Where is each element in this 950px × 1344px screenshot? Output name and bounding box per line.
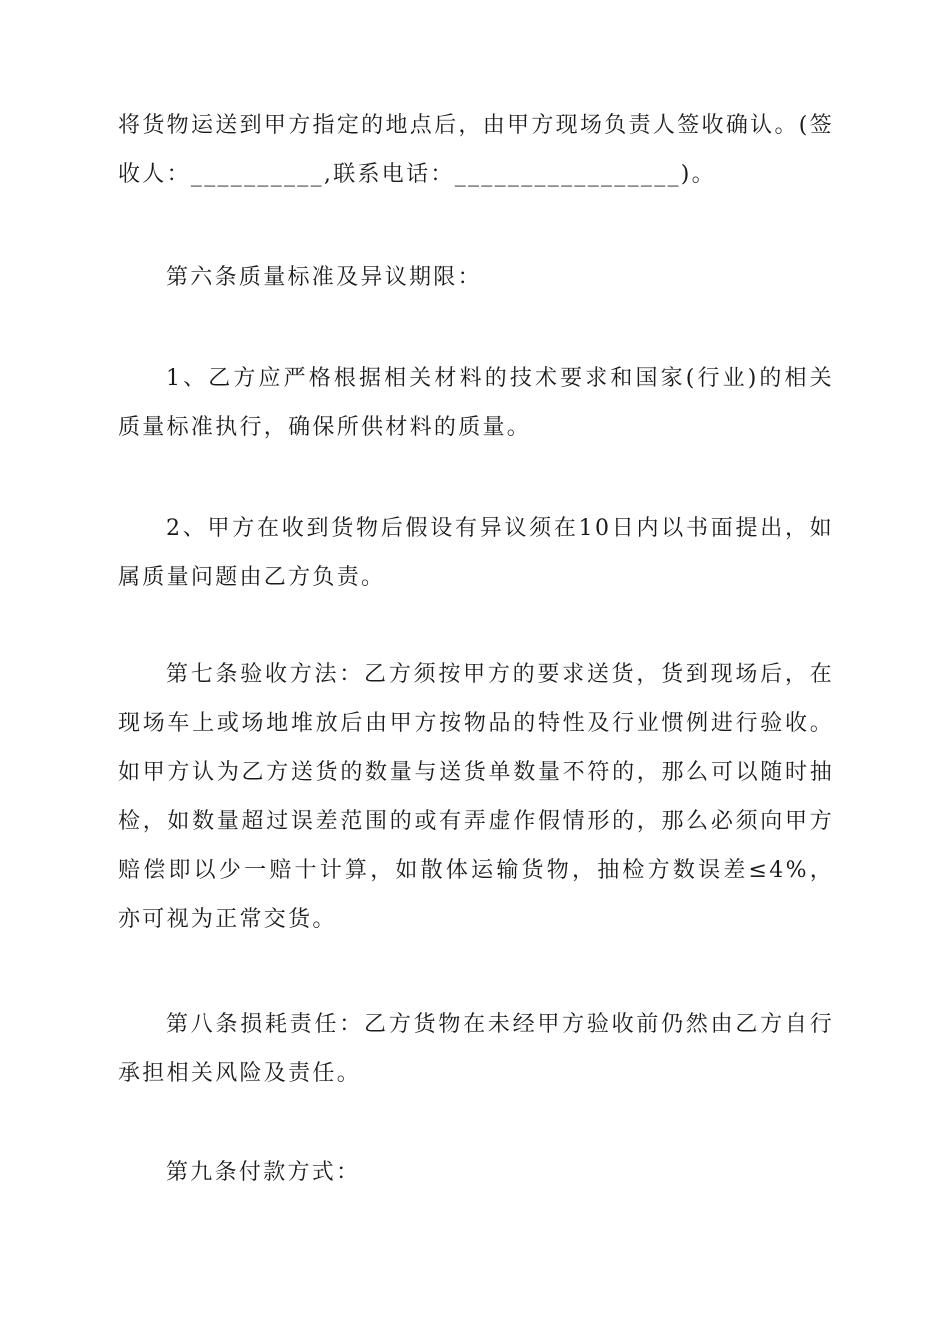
heading-article-6: 第六条质量标准及异议期限： (166, 265, 482, 290)
paragraph-article-7: 第七条验收方法：乙方须按甲方的要求送货，货到现场后，在现场车上或场地堆放后由甲方按物品的特性及行业惯例进行验收。如甲方认为乙方送货的数量与送货单数量不符的，那么可以随时抽检，如数量超过误差范围的或有弄虚作假情形的，那么必须向甲方赔偿即以少一赔十计算，如散体运输货物，抽检方数误差≤4%，亦可视为正常交货。 (118, 662, 834, 932)
paragraph-article-6-item-2: 2、甲方在收到货物后假设有异议须在10日内以书面提出，如属质量问题由乙方负责。 (118, 516, 834, 590)
paragraph-article-6-item-1: 1、乙方应严格根据相关材料的技术要求和国家(行业)的相关质量标准执行，确保所供材料的质量。 (118, 366, 834, 440)
paragraph-delivery-signoff: 将货物运送到甲方指定的地点后，由甲方现场负责人签收确认。(签收人：__________,联系电话：_________________)。 (118, 113, 834, 187)
heading-article-9: 第九条付款方式： (166, 1160, 361, 1185)
paragraph-article-8: 第八条损耗责任：乙方货物在未经甲方验收前仍然由乙方自行承担相关风险及责任。 (118, 1012, 834, 1086)
